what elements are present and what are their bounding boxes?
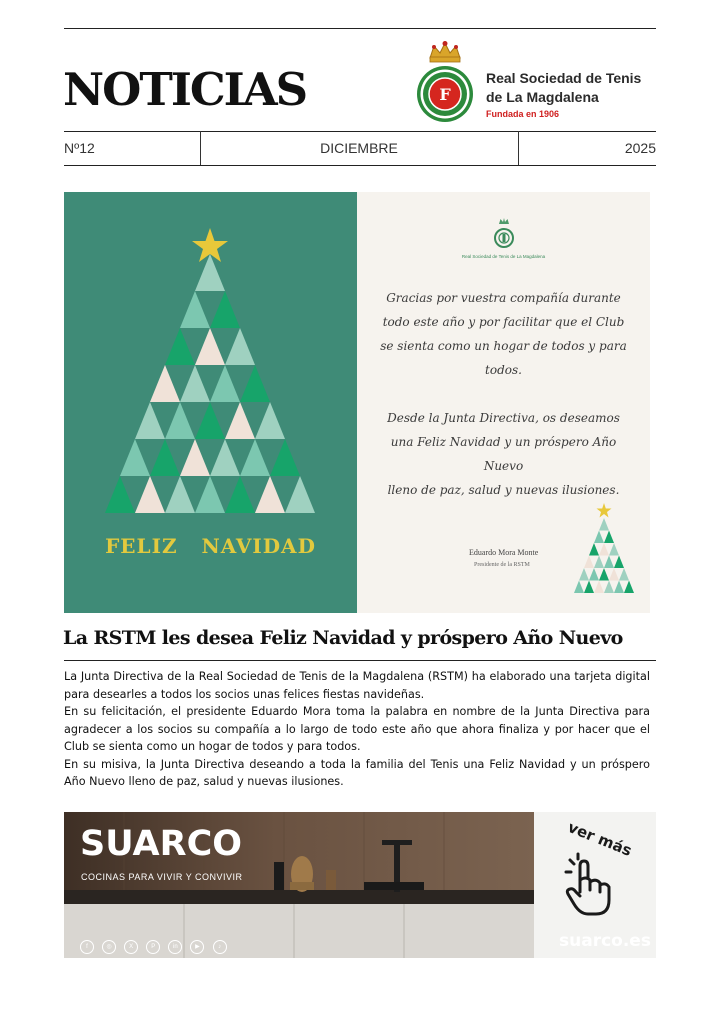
small-tree-triangle xyxy=(624,581,634,594)
tree-triangle xyxy=(240,439,270,476)
tree-triangle xyxy=(120,439,150,476)
hand-pointer-icon xyxy=(558,850,628,920)
tree-triangle xyxy=(240,365,270,402)
small-tree-triangle xyxy=(574,581,584,594)
tree-triangle xyxy=(165,476,195,513)
mini-crest-caption: Real Sociedad de Tenis de La Magdalena xyxy=(461,254,546,259)
tree-triangle xyxy=(150,439,180,476)
greeting-line: una Feliz Navidad y un próspero Año Nuevo xyxy=(390,435,617,473)
issue-bar-bottom-rule xyxy=(64,165,656,166)
tree-triangle xyxy=(225,328,255,365)
small-christmas-tree-icon xyxy=(564,500,644,600)
tree-triangle xyxy=(195,254,225,291)
ad-cta-text: ver más xyxy=(565,818,635,860)
ad-url[interactable]: suarco.es xyxy=(559,931,651,951)
youtube-icon[interactable]: ▶ xyxy=(190,940,204,954)
issue-divider xyxy=(518,131,519,165)
tree-triangle xyxy=(210,291,240,328)
small-tree-triangle xyxy=(579,568,589,581)
issue-number: Nº12 xyxy=(64,140,95,156)
small-tree-triangle xyxy=(589,543,599,556)
masthead-title: NOTICIAS xyxy=(63,63,307,116)
tree-triangle xyxy=(270,439,300,476)
club-name-line2: de La Magdalena xyxy=(486,89,599,105)
article-body xyxy=(64,668,650,791)
club-name xyxy=(486,69,641,107)
greeting-spacer xyxy=(371,382,636,406)
instagram-icon[interactable]: ◎ xyxy=(102,940,116,954)
tiktok-icon[interactable]: ♪ xyxy=(213,940,227,954)
tree-triangle xyxy=(225,476,255,513)
small-tree-triangle xyxy=(619,568,629,581)
ad-tagline: COCINAS PARA VIVIR Y CONVIVIR xyxy=(81,872,243,882)
article-paragraph: En su felicitación, el presidente Eduardo Mora toma la palabra en nombre de la Junta Directiva para agradecer a los socios su compañía a lo largo de todo este año que ahora finaliza y por hacer que el Club se sienta como un hogar de todos y para todos. xyxy=(64,705,650,753)
small-tree-triangle xyxy=(584,581,594,594)
card-greeting xyxy=(371,286,636,502)
greeting-line: se sienta como un hogar de todos y para todos. xyxy=(380,339,627,377)
greeting-line: Desde la Junta Directiva, os deseamos xyxy=(387,411,620,425)
small-tree-triangle xyxy=(594,531,604,544)
small-tree-triangle xyxy=(599,568,609,581)
svg-text:F: F xyxy=(439,85,451,104)
tree-triangle xyxy=(210,439,240,476)
small-tree-triangle xyxy=(614,556,624,569)
greeting-line: todo este año y por facilitar que el Club xyxy=(382,315,625,329)
tree-triangle xyxy=(135,476,165,513)
ad-social-icons xyxy=(80,933,230,954)
card-right-panel xyxy=(357,192,650,613)
club-founded: Fundada en 1906 xyxy=(486,109,560,119)
tree-triangle xyxy=(180,365,210,402)
linkedin-icon[interactable]: in xyxy=(168,940,182,954)
pinterest-icon[interactable]: P xyxy=(146,940,160,954)
small-tree-triangle xyxy=(604,531,614,544)
card-left-panel xyxy=(64,192,357,613)
small-tree-triangle xyxy=(599,518,609,531)
tree-triangle xyxy=(255,402,285,439)
tree-triangle xyxy=(210,365,240,402)
x-icon[interactable]: X xyxy=(124,940,138,954)
small-tree-triangle xyxy=(594,581,604,594)
suarco-advertisement[interactable] xyxy=(64,812,656,958)
article-paragraph: En su misiva, la Junta Directiva deseando a toda la familia del Tenis una Feliz Navidad y un próspero Año Nuevo lleno de paz, salud y nuevas ilusiones. xyxy=(64,757,650,788)
small-tree-triangle xyxy=(589,568,599,581)
article-paragraph: La Junta Directiva de la Real Sociedad de Tenis de la Magdalena (RSTM) ha elaborado una tarjeta digital para desearles a todos los socios unas felices fiestas navideñas. xyxy=(64,670,650,701)
club-name-line1: Real Sociedad de Tenis xyxy=(486,70,642,86)
tree-triangle xyxy=(195,402,225,439)
small-tree-triangle xyxy=(614,581,624,594)
small-tree-triangle xyxy=(609,543,619,556)
tree-triangle xyxy=(150,365,180,402)
tree-triangle xyxy=(285,476,315,513)
small-tree-triangle xyxy=(604,556,614,569)
small-tree-triangle xyxy=(599,543,609,556)
small-tree-triangle xyxy=(584,556,594,569)
tree-triangle xyxy=(195,328,225,365)
greeting-line: Gracias por vuestra compañía durante xyxy=(386,291,621,305)
christmas-tree-icon xyxy=(64,192,357,532)
tree-triangle xyxy=(225,402,255,439)
mini-crest-icon xyxy=(494,217,514,251)
issue-year: 2025 xyxy=(624,140,656,156)
club-logo-block xyxy=(416,40,666,126)
tree-triangle xyxy=(105,476,135,513)
tree-triangle xyxy=(165,402,195,439)
tree-triangle xyxy=(165,328,195,365)
facebook-icon[interactable]: f xyxy=(80,940,94,954)
club-crest-icon xyxy=(416,40,474,126)
tree-triangle xyxy=(135,402,165,439)
small-tree-star xyxy=(597,503,612,518)
card-signer-role: Presidente de la RSTM xyxy=(474,562,530,568)
tree-triangle xyxy=(255,476,285,513)
article-title: La RSTM les desea Feliz Navidad y próspero Año Nuevo xyxy=(63,627,623,649)
small-tree-triangle xyxy=(594,556,604,569)
ad-brand: SUARCO xyxy=(80,824,243,864)
small-tree-triangle xyxy=(604,581,614,594)
card-caption-feliz: FELIZ xyxy=(105,534,178,558)
tree-triangle xyxy=(180,291,210,328)
card-signer: Eduardo Mora Monte xyxy=(469,548,539,557)
card-feliz-navidad xyxy=(64,534,357,558)
top-rule xyxy=(64,28,656,29)
issue-month: DICIEMBRE xyxy=(320,140,398,156)
small-tree-triangle xyxy=(609,568,619,581)
tree-triangle xyxy=(180,439,210,476)
issue-bar xyxy=(64,131,656,165)
greeting-line: lleno de paz, salud y nuevas ilusiones. xyxy=(387,483,620,497)
article-title-rule xyxy=(64,660,656,661)
christmas-card-image xyxy=(64,192,650,613)
card-caption-navidad: NAVIDAD xyxy=(201,534,316,558)
tree-triangle xyxy=(195,476,225,513)
